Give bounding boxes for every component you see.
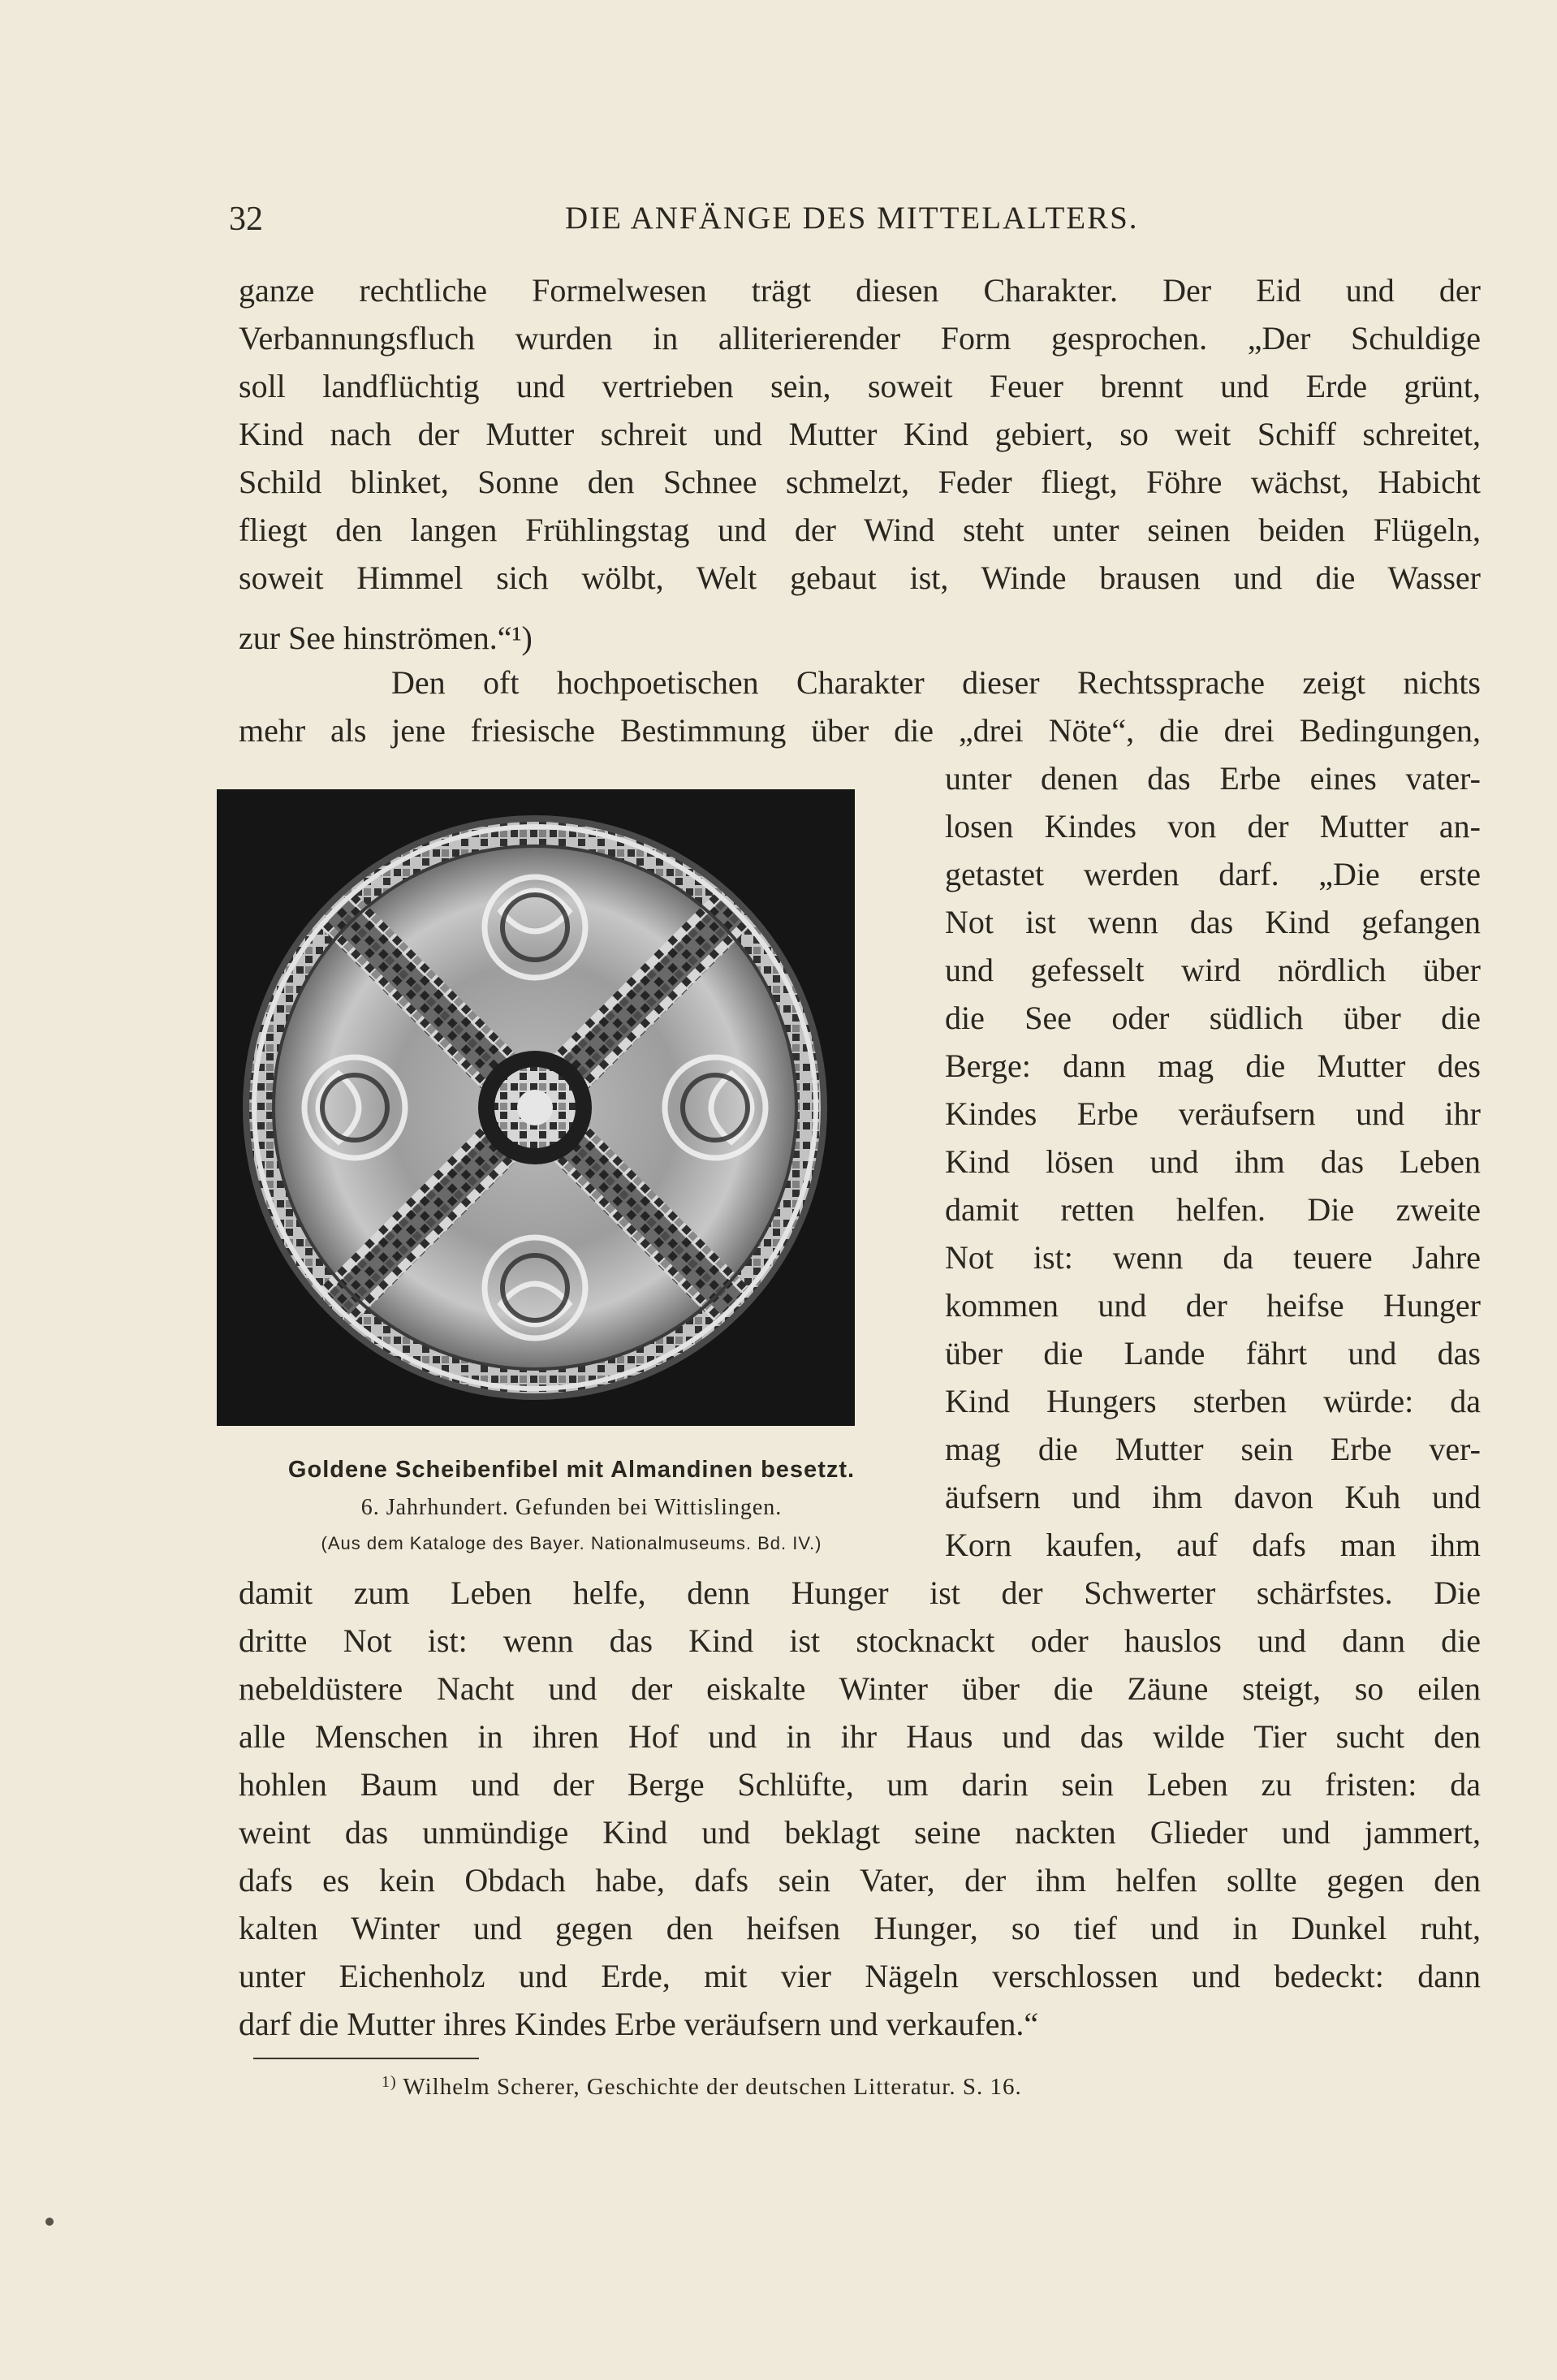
text-line: Kind nach der Mutter schreit und Mutter Kind gebiert, so weit Schiff schreitet, bbox=[239, 416, 1481, 452]
text-line: fliegt den langen Frühlingstag und der Wind steht unter seinen beiden Flügeln, bbox=[239, 512, 1481, 548]
figure-caption-date: 6. Jahrhundert. Gefunden bei Wittislingen. bbox=[360, 1495, 783, 1520]
text-line: Korn kaufen, auf dafs man ihm bbox=[945, 1527, 1481, 1563]
footnote-text: Wilhelm Scherer, Geschichte der deutschen Litteratur. S. 16. bbox=[403, 2074, 1022, 2100]
text-line: über die Lande fährt und das bbox=[945, 1335, 1481, 1371]
text-line: Kindes Erbe veräufsern und ihr bbox=[945, 1095, 1481, 1132]
text-line: soll landflüchtig und vertrieben sein, soweit Feuer brennt und Erde grünt, bbox=[239, 368, 1481, 404]
text-line: äufsern und ihm davon Kuh und bbox=[945, 1479, 1481, 1515]
text-line: weint das unmündige Kind und beklagt seine nackten Glieder und jammert, bbox=[239, 1814, 1481, 1851]
text-line: ganze rechtliche Formelwesen trägt diesen Charakter. Der Eid und der bbox=[239, 272, 1481, 309]
text-line: Schild blinket, Sonne den Schnee schmelzt, Feder fliegt, Föhre wächst, Habicht bbox=[239, 464, 1481, 500]
page-number: 32 bbox=[229, 201, 263, 238]
text-line: Verbannungsfluch wurden in alliterierender Form gesprochen. „Der Schuldige bbox=[239, 320, 1481, 356]
figure-caption-title: Goldene Scheibenfibel mit Almandinen besetzt. bbox=[287, 1457, 856, 1483]
text-line: damit retten helfen. Die zweite bbox=[945, 1191, 1481, 1228]
text-line: nebeldüstere Nacht und der eiskalte Winter über die Zäune steigt, so eilen bbox=[239, 1670, 1481, 1707]
text-line: Not ist wenn das Kind gefangen bbox=[945, 904, 1481, 940]
text-line: darf die Mutter ihres Kindes Erbe veräufsern und verkaufen.“ bbox=[239, 2006, 1039, 2042]
text-line: losen Kindes von der Mutter an- bbox=[945, 808, 1481, 844]
text-line: soweit Himmel sich wölbt, Welt gebaut ist, Winde brausen und die Wasser bbox=[239, 559, 1481, 596]
brooch-photo bbox=[217, 789, 855, 1426]
text-line: getastet werden darf. „Die erste bbox=[945, 856, 1481, 892]
text-line: Berge: dann mag die Mutter des bbox=[945, 1047, 1481, 1084]
figure-caption-source: (Aus dem Kataloge des Bayer. Nationalmuseums. Bd. IV.) bbox=[321, 1533, 822, 1553]
text-line: mehr als jene friesische Bestimmung über die „drei Nöte“, die drei Bedingungen, bbox=[239, 712, 1481, 749]
text-line: Not ist: wenn da teuere Jahre bbox=[945, 1239, 1481, 1276]
text-line: kommen und der heifse Hunger bbox=[945, 1287, 1481, 1324]
footnote-marker: 1) bbox=[382, 2073, 397, 2091]
footnote bbox=[382, 2066, 1022, 2103]
text-line: dafs es kein Obdach habe, dafs sein Vater, der ihm helfen sollte gegen den bbox=[239, 1862, 1481, 1898]
text-line: alle Menschen in ihren Hof und in ihr Haus und das wilde Tier sucht den bbox=[239, 1718, 1481, 1755]
text-line: und gefesselt wird nördlich über bbox=[945, 952, 1481, 988]
text-line: Den oft hochpoetischen Charakter dieser Rechtssprache zeigt nichts bbox=[391, 664, 1481, 701]
text-line: hohlen Baum und der Berge Schlüfte, um darin sein Leben zu fristen: da bbox=[239, 1766, 1481, 1803]
footnote-divider bbox=[253, 2058, 479, 2059]
text-line: Kind Hungers sterben würde: da bbox=[945, 1383, 1481, 1419]
text-line: unter denen das Erbe eines vater- bbox=[945, 760, 1481, 797]
text-line: die See oder südlich über die bbox=[945, 1000, 1481, 1036]
text-line: mag die Mutter sein Erbe ver- bbox=[945, 1431, 1481, 1467]
ink-spot bbox=[45, 2218, 54, 2226]
text-line: dritte Not ist: wenn das Kind ist stocknackt oder hauslos und dann die bbox=[239, 1622, 1481, 1659]
brooch-illustration bbox=[217, 789, 855, 1426]
text-line: zur See hinströmen.“¹) bbox=[239, 620, 533, 656]
text-line: kalten Winter und gegen den heifsen Hunger, so tief und in Dunkel ruht, bbox=[239, 1910, 1481, 1946]
text-line: unter Eichenholz und Erde, mit vier Nägeln verschlossen und bedeckt: dann bbox=[239, 1958, 1481, 1994]
text-line: Kind lösen und ihm das Leben bbox=[945, 1143, 1481, 1180]
running-head: DIE ANFÄNGE DES MITTELALTERS. bbox=[565, 201, 1139, 235]
text-line: damit zum Leben helfe, denn Hunger ist der Schwerter schärfstes. Die bbox=[239, 1574, 1481, 1611]
